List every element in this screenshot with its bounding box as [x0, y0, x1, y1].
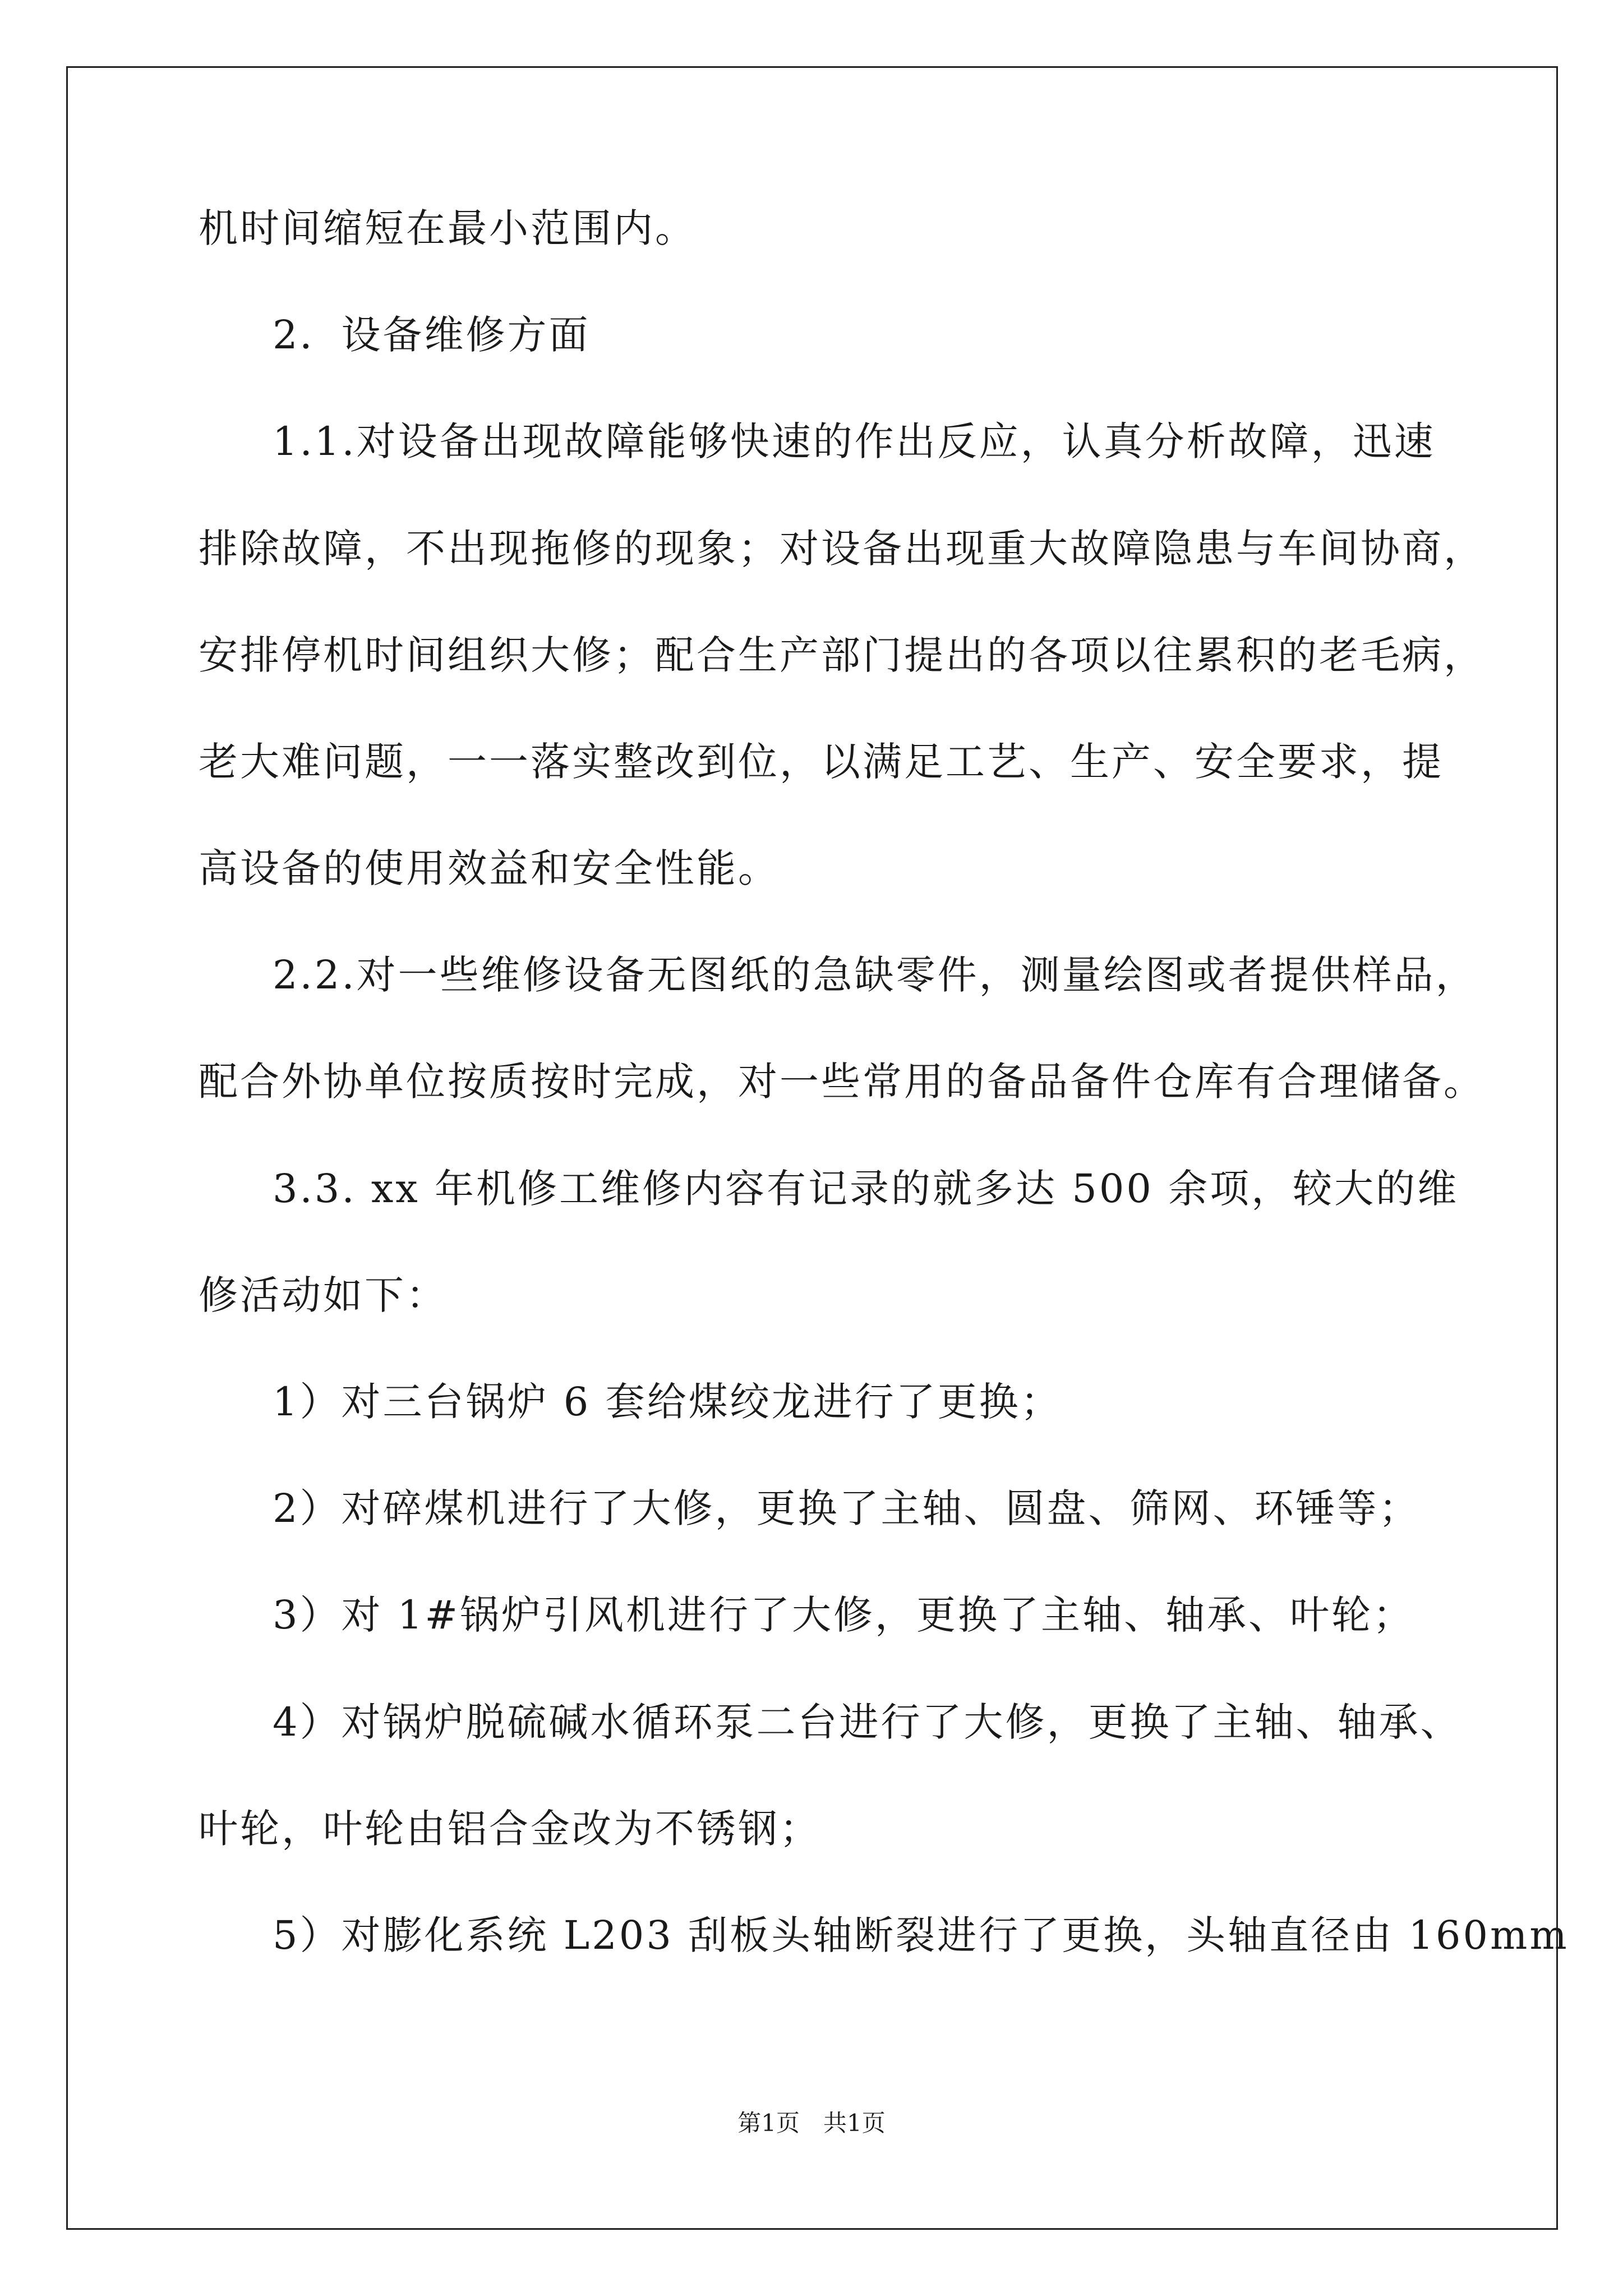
list-item: 3）对 1#锅炉引风机进行了大修，更换了主轴、轴承、叶轮； — [273, 1592, 1414, 1638]
paragraph-line: 机时间缩短在最小范围内。 — [199, 205, 697, 251]
list-item: 5）对膨化系统 L203 刮板头轴断裂进行了更换，头轴直径由 160mm — [273, 1912, 1569, 1958]
list-item: 2）对碎煤机进行了大修，更换了主轴、圆盘、筛网、环锤等； — [273, 1485, 1421, 1531]
paragraph-line: 2.2.对一些维修设备无图纸的急缺零件，测量绘图或者提供样品， — [273, 952, 1477, 998]
paragraph-line: 老大难问题，一一落实整改到位，以满足工艺、生产、安全要求，提 — [199, 739, 1444, 785]
paragraph-line: 修活动如下： — [199, 1272, 448, 1318]
list-item-continuation: 叶轮，叶轮由铝合金改为不锈钢； — [199, 1806, 821, 1852]
list-item: 1）对三台锅炉 6 套给煤绞龙进行了更换； — [273, 1379, 1062, 1425]
list-item: 4）对锅炉脱硫碱水循环泵二台进行了大修，更换了主轴、轴承、 — [273, 1699, 1462, 1745]
paragraph-line: 配合外协单位按质按时完成，对一些常用的备品备件仓库有合理储备。 — [199, 1059, 1485, 1105]
paragraph-line: 1.1.对设备出现故障能够快速的作出反应，认真分析故障，迅速 — [273, 418, 1436, 464]
page-border — [66, 66, 1558, 2230]
page-footer: 第1页 共1页 — [737, 2109, 886, 2137]
paragraph-line: 3.3. xx 年机修工维修内容有记录的就多达 500 余项，较大的维 — [273, 1166, 1459, 1212]
section-heading: 2．设备维修方面 — [273, 312, 591, 358]
paragraph-line: 安排停机时间组织大修；配合生产部门提出的各项以往累积的老毛病， — [199, 632, 1485, 678]
paragraph-line: 排除故障，不出现拖修的现象；对设备出现重大故障隐患与车间协商， — [199, 526, 1485, 572]
paragraph-line: 高设备的使用效益和安全性能。 — [199, 845, 780, 891]
